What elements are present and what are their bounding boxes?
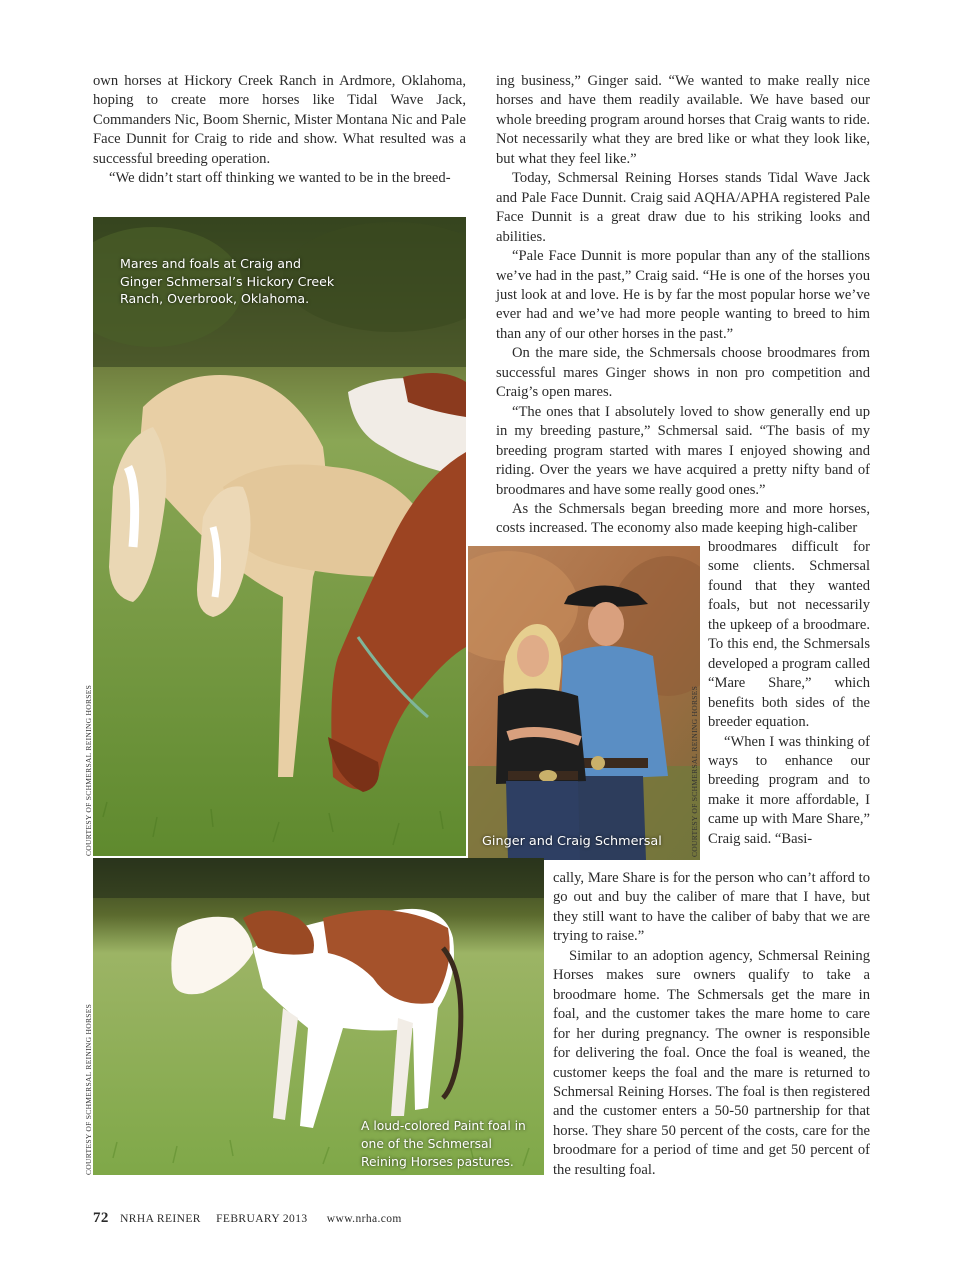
article-column-right (496, 72, 870, 539)
website-link[interactable]: www.nrha.com (326, 1213, 402, 1225)
paragraph: “We didn’t start off thinking we wanted to be in the breed- (109, 170, 451, 187)
photo-credit-foal: COURTESY OF SCHMERSAL REINING HORSES (84, 1003, 93, 1175)
paragraph: On the mare side, the Schmersals choose broodmares from successful mares Ginger shows in non pro competition and Craig’s open mares. (496, 345, 870, 401)
article-column-bottom (553, 869, 870, 1180)
photo-caption-foal: A loud-colored Paint foal in one of the Schmersal Reining Horses pastures. (361, 1119, 526, 1169)
paragraph: As the Schmersals began breeding more and more horses, costs increased. The economy also made keeping high-caliber (496, 500, 870, 537)
photo-credit-couple: COURTESY OF SCHMERSAL REINING HORSES (690, 685, 699, 857)
photo-ginger-and-craig (468, 546, 700, 860)
page-footer (93, 1210, 402, 1227)
paragraph: “The ones that I absolutely loved to show generally end up in my breeding pasture,” Schmersal said. “The basis of my breeding program started with mares I enjoyed showing and riding. Over the years we have acquired a pretty nifty band of broodmares and have some really good ones.” (496, 403, 870, 498)
page-number: 72 (93, 1210, 109, 1226)
photo-credit-mares: COURTESY OF SCHMERSAL REINING HORSES (84, 684, 93, 856)
paragraph: “Pale Face Dunnit is more popular than any of the stallions we’ve had in the past,” Craig said. “He is one of the horses you just look at and love. He is by far the most popular horse we’ve ever had and we’ve had more people wanting to breed to him than any of our other horses in the past.” (496, 248, 870, 342)
paragraph: own horses at Hickory Creek Ranch in Ardmore, Oklahoma, hoping to create more horses like Tidal Wave Jack, Commanders Nic, Boom Shernic, Mister Montana Nic and Pale Face Dunnit for Craig to ride and show. What resulted was a successful breeding operation. (93, 73, 466, 167)
photo-caption-couple: Ginger and Craig Schmersal (482, 834, 662, 849)
article-column-narrow (708, 538, 870, 849)
photo-mares-and-foals (93, 217, 466, 856)
article-column-left (93, 72, 466, 189)
paragraph: broodmares difficult for some clients. Schmersal found that they wanted foals, but not necessarily the upkeep of a broodmare. To this end, the Schmersals developed a program called “Mare Share,” which benefits both sides of the breeder equation. (708, 539, 870, 731)
paragraph: ing business,” Ginger said. “We wanted to make really nice horses and have them readily available. We have based our whole breeding program around horses that Craig wants to ride. Not necessarily what they are bred like or what they look like, but what they feel like.” (496, 73, 870, 167)
paragraph: Similar to an adoption agency, Schmersal Reining Horses makes sure owners qualify to take a broodmare home. The Schmersals get the mare in foal, and the customer takes the mare home to care for her during pregnancy. The owner is responsible for delivering the foal. Once the foal is weaned, the customer keeps the foal and the mare is returned to Schmersal Reining Horses. The foal is then registered and the customer enters a 50-50 partnership for that horse. They share 50 percent of the costs, care for the broodmare for a period of time and get 50 percent of the resulting foal. (553, 947, 870, 1178)
magazine-name: NRHA REINER (120, 1213, 201, 1225)
issue-date: FEBRUARY 2013 (216, 1213, 308, 1225)
paragraph: cally, Mare Share is for the person who can’t afford to go out and buy the caliber of mare that I have, but they still want to have the caliber of baby that we are trying to raise.” (553, 870, 870, 945)
photo-caption-mares: Mares and foals at Craig and Ginger Schmersal’s Hickory Creek Ranch, Overbrook, Oklahoma. (120, 256, 335, 306)
paragraph: Today, Schmersal Reining Horses stands Tidal Wave Jack and Pale Face Dunnit. Craig said AQHA/APHA registered Pale Face Dunnit is a great draw due to his striking looks and abilities. (496, 170, 870, 245)
paragraph: “When I was thinking of ways to enhance our breeding program and to make it more affordable, I came up with Mare Share,” Craig said. “Basi- (708, 733, 870, 847)
